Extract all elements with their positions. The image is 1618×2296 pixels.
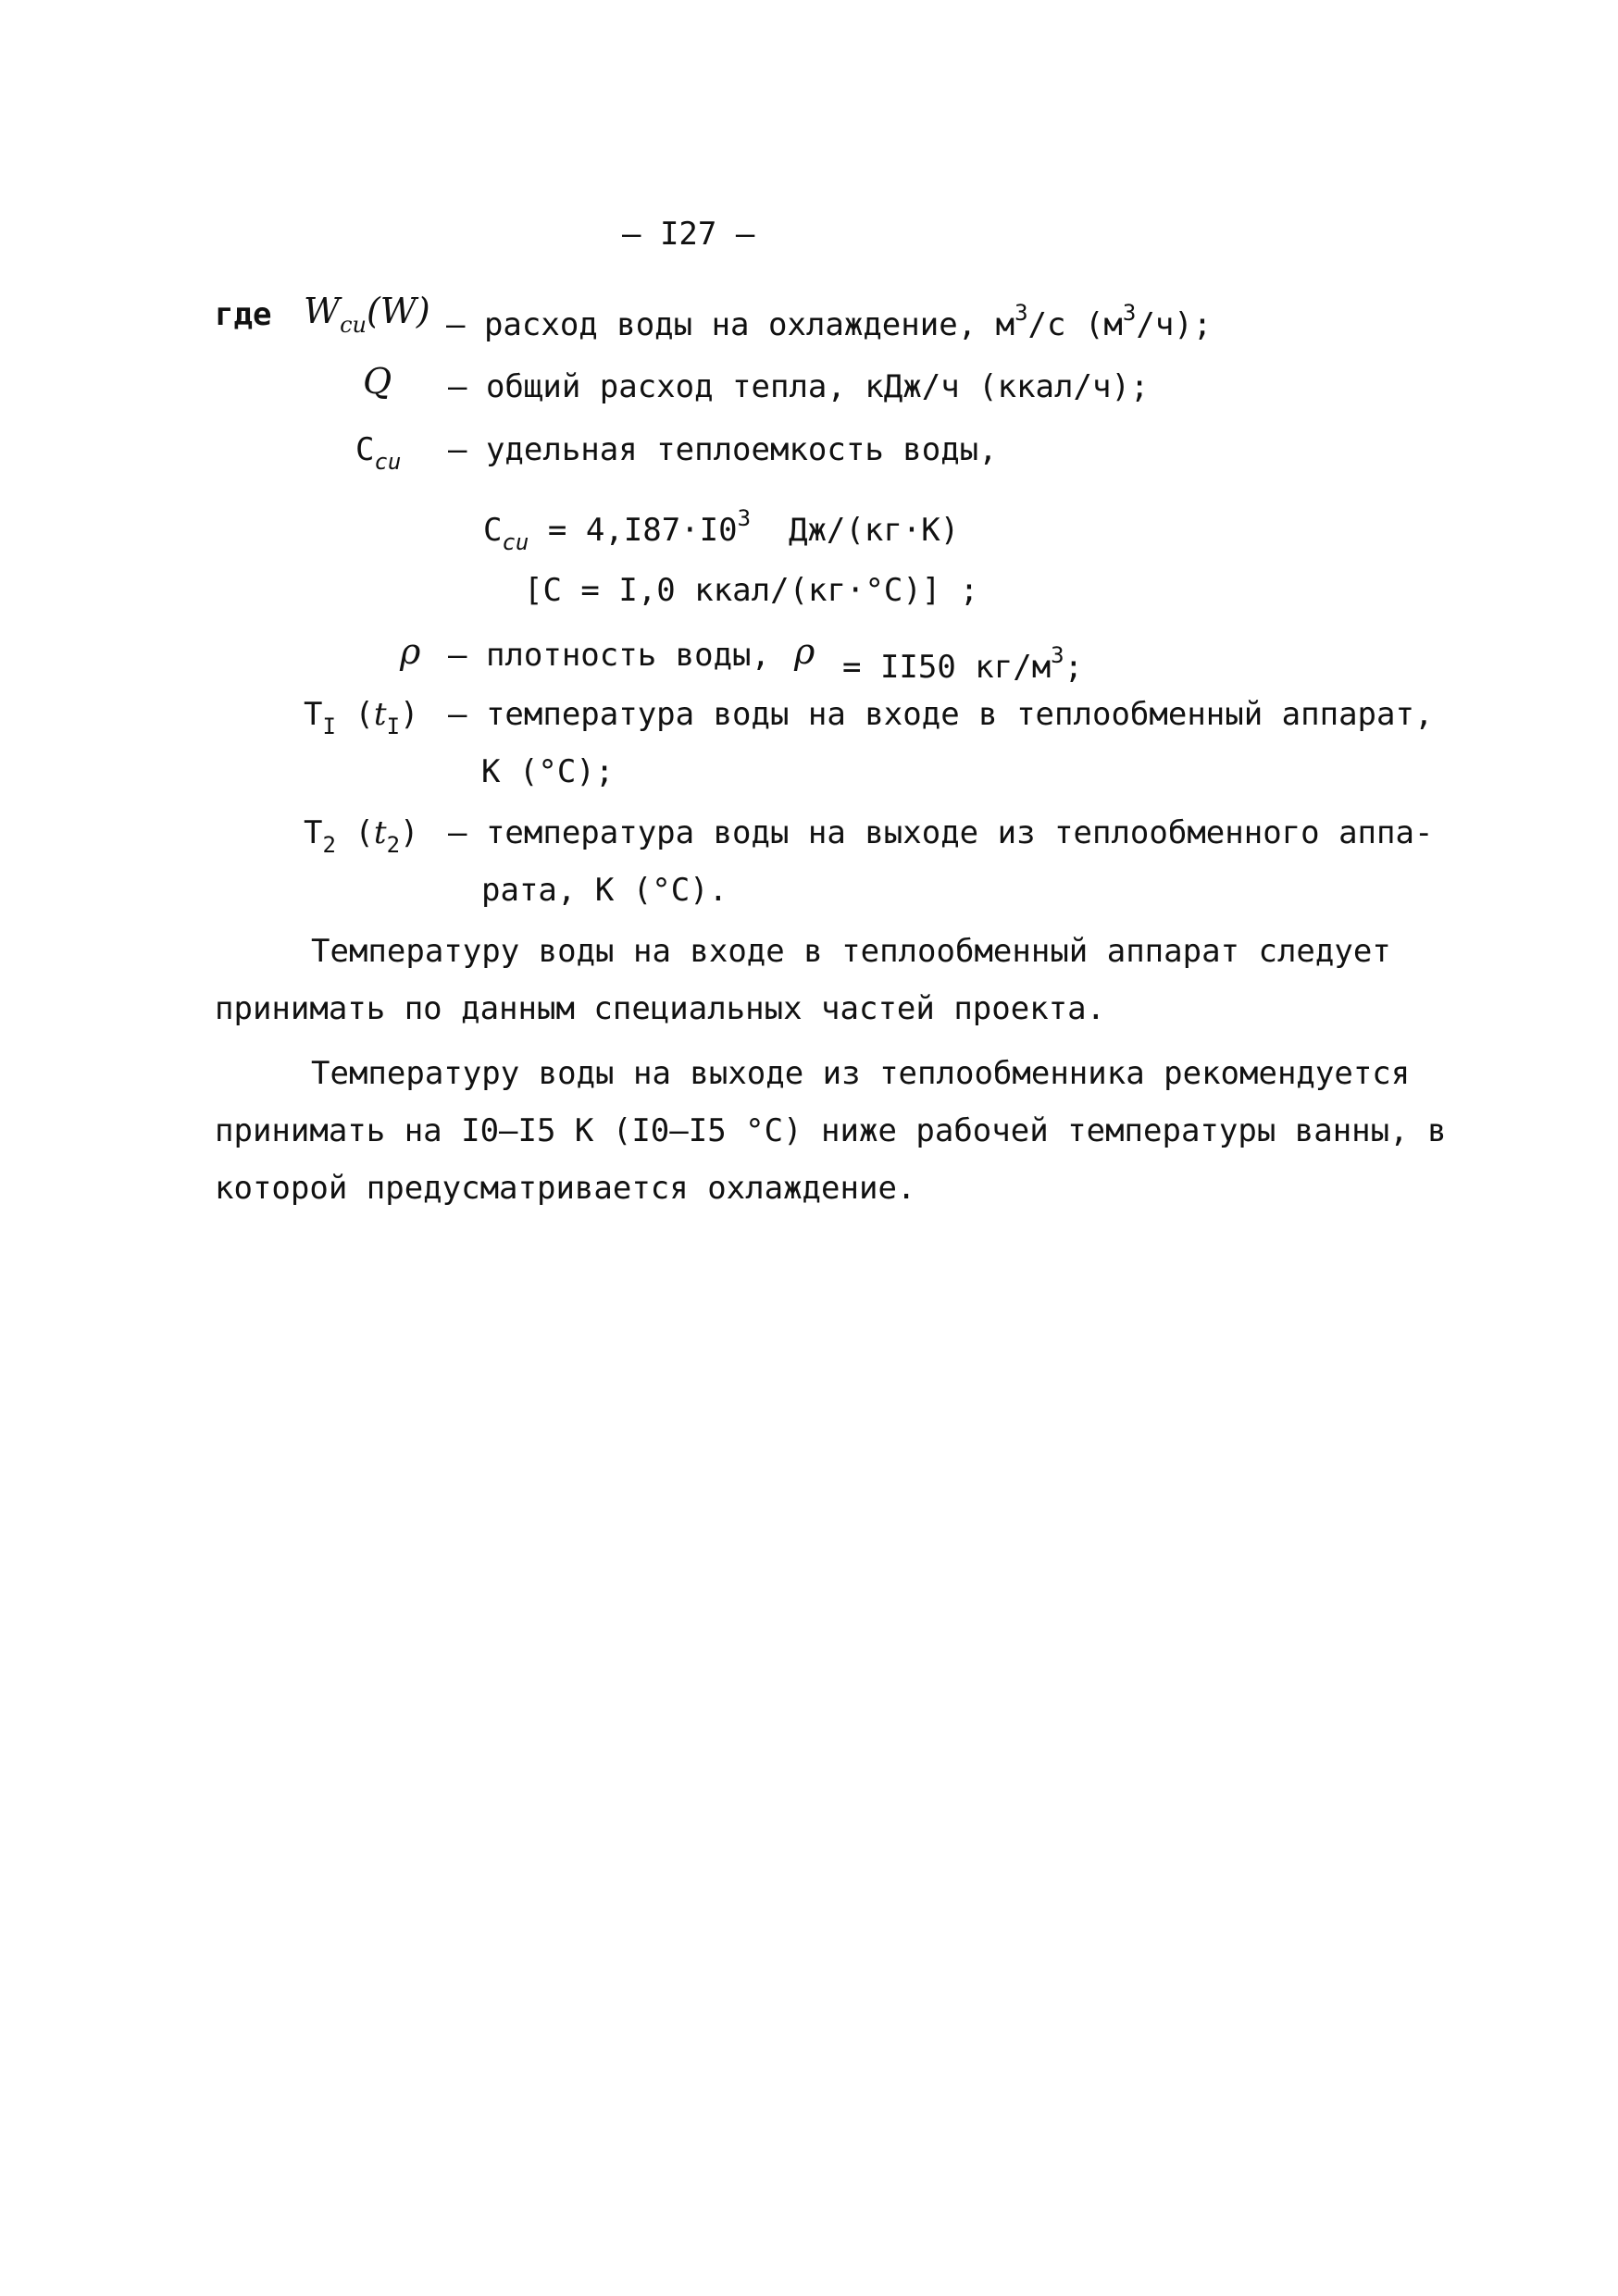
definition-t2-cont: рата, К (°С). [481, 872, 728, 909]
formula-rho-symbol: ρ [794, 631, 815, 672]
formula-c-alt: [C = I,0 ккал/(кг·°С)] ; [524, 572, 979, 609]
symbol-w: $W_{cu}(W)$ [304, 291, 430, 338]
paragraph-2-line-2: принимать на I0–I5 К (I0–I5 °С) ниже рабочей температуры ванны, в [215, 1112, 1447, 1149]
paragraph-2-line-3: которой предусматривается охлаждение. [215, 1170, 916, 1207]
definition-q: – общий расход тепла, кДж/ч (ккал/ч); [448, 368, 1150, 405]
symbol-rho: ρ [400, 631, 421, 672]
definition-rho: – плотность воды, [448, 637, 770, 674]
definition-c: – удельная теплоемкость воды, [448, 431, 998, 468]
symbol-q: Q [363, 361, 392, 402]
symbol-t1: $T_I$ $(t_I)$ [304, 696, 419, 739]
definition-t1-cont: К (°С); [481, 753, 615, 790]
definition-w: – расход воды на охлаждение, $м^3/с$ $(м^3/ч)$; [446, 300, 1213, 343]
intro-word: где [215, 296, 272, 333]
formula-rho-value: = II50 $кг/м^3$; [842, 642, 1084, 686]
symbol-c: $C_{cu}$ [355, 431, 402, 475]
paragraph-1-line-1: Температуру воды на входе в теплообменный аппарат следует [311, 933, 1391, 970]
symbol-t2: $T_2$ $(t_2)$ [304, 814, 419, 858]
paragraph-2-line-1: Температуру воды на выходе из теплообменника рекомендуется [311, 1055, 1411, 1092]
paragraph-1-line-2: принимать по данным специальных частей проекта. [215, 990, 1106, 1027]
definition-t2: – температура воды на выходе из теплообменного аппа- [448, 814, 1434, 851]
formula-c: $C_{cu} = 4,I87\cdot I0^3$ Дж/(кг·К) [483, 505, 960, 555]
definition-t1: – температура воды на входе в теплообменный аппарат, [448, 696, 1434, 733]
page-number: – I27 – [622, 216, 755, 253]
